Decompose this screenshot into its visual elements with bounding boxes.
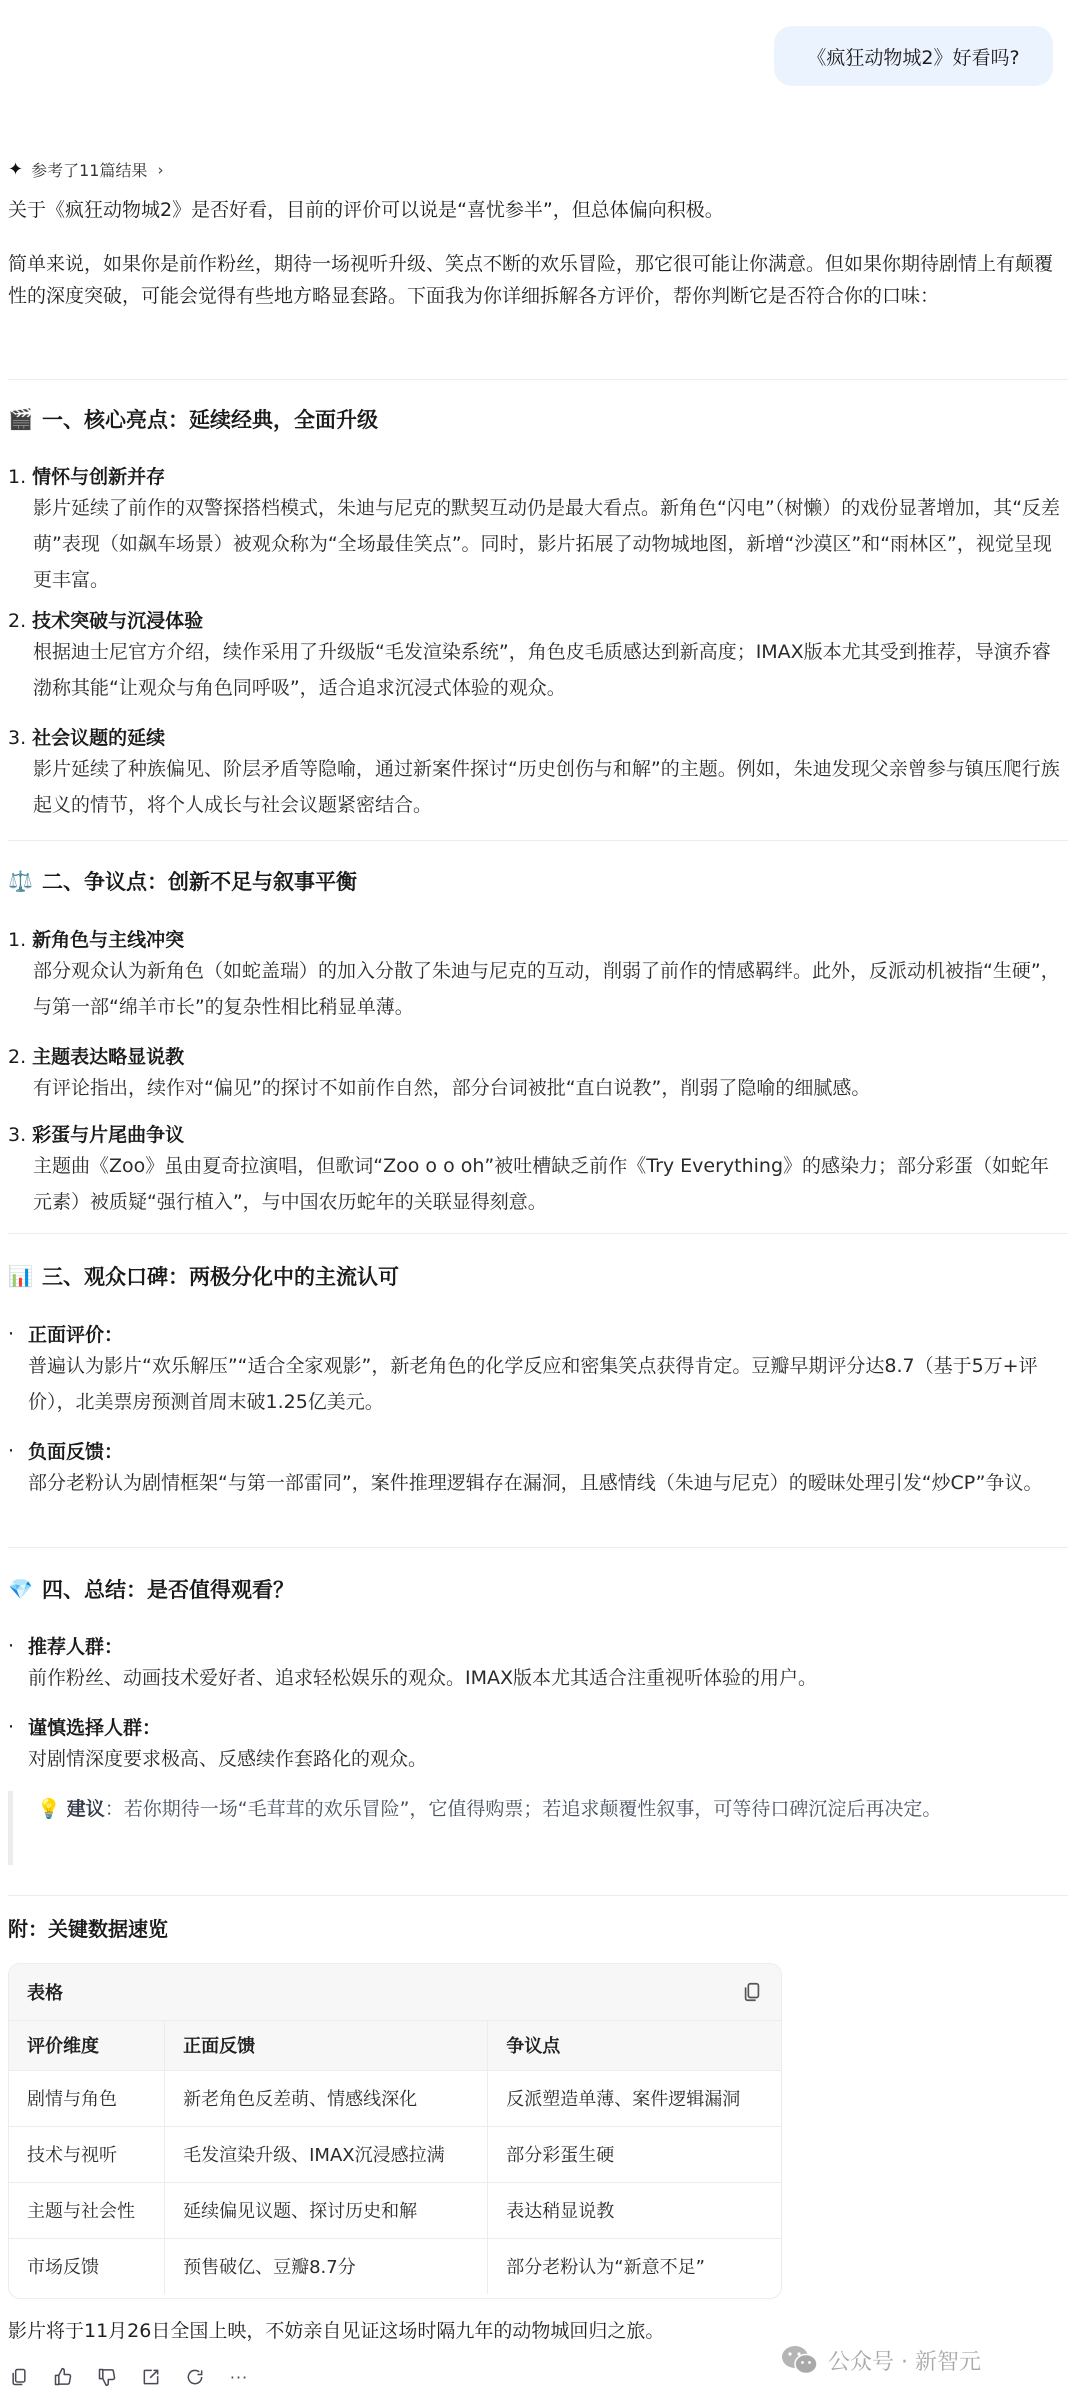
list-item-body: 影片延续了前作的双警探搭档模式，朱迪与尼克的默契互动仍是最大看点。新角色“闪电”（树懒）的戏份显著增加，其“反差萌”表现（如飙车场景）被观众称为“全场最佳笑点”。同时，影片拓展了动物城地图，新增“沙漠区”和“雨林区”，视觉呈现更丰富。 xyxy=(33,497,1061,591)
list-item-title: 2. 技术突破与沉浸体验 xyxy=(8,610,204,632)
watermark xyxy=(780,2344,981,2376)
column-header: 争议点 xyxy=(488,2021,781,2070)
bullet-body: 对剧情深度要求极高、反感续作套路化的观众。 xyxy=(28,1748,428,1770)
table-cell: 反派塑造单薄、案件逻辑漏洞 xyxy=(488,2070,781,2126)
table-cell: 部分彩蛋生硬 xyxy=(488,2126,781,2182)
message-action-bar xyxy=(8,2366,250,2388)
bullet-title: · 负面反馈： xyxy=(8,1439,124,1463)
table-cell: 预售破亿、豆瓣8.7分 xyxy=(165,2238,488,2294)
divider xyxy=(8,1547,1068,1548)
copy-icon[interactable] xyxy=(741,1981,763,2003)
bullet-body: 普遍认为影片“欢乐解压”“适合全家观影”，新老角色的化学反应和密集笑点获得肯定。豆瓣早期评分达8.7（基于5万+评价），北美票房预测首周末破1.25亿美元。 xyxy=(28,1355,1038,1413)
copy-icon xyxy=(9,2367,29,2387)
column-header: 评价维度 xyxy=(9,2021,165,2070)
references-link[interactable] xyxy=(8,158,163,181)
thumbs-up-icon xyxy=(53,2367,73,2387)
section-heading-summary xyxy=(8,1574,294,1604)
table-row xyxy=(9,2238,781,2294)
table-row xyxy=(9,2070,781,2126)
list-item-body: 有评论指出，续作对“偏见”的探讨不如前作自然，部分台词被批“直白说教”，削弱了隐喻的细腻感。 xyxy=(33,1077,871,1099)
divider xyxy=(8,379,1068,380)
user-message-bubble xyxy=(774,26,1053,86)
suggestion-text: ：若你期待一场“毛茸茸的欢乐冒险”，它值得购票；若追求颠覆性叙事，可等待口碑沉淀后再决定。 xyxy=(104,1798,942,1820)
table-cell: 新老角色反差萌、情感线深化 xyxy=(165,2070,488,2126)
section-heading-controversies xyxy=(8,866,357,896)
data-table xyxy=(9,2021,781,2294)
section-title: 一、核心亮点：延续经典，全面升级 xyxy=(42,408,378,432)
data-table-card xyxy=(8,1963,782,2299)
bullet-title: · 推荐人群： xyxy=(8,1634,124,1658)
list-item-body: 主题曲《Zoo》虽由夏奇拉演唱，但歌词“Zoo o o oh”被吐槽缺乏前作《Try Everything》的感染力；部分彩蛋（如蛇年元素）被质疑“强行植入”，与中国农历蛇年的关联显得刻意。 xyxy=(33,1155,1050,1213)
suggestion-blockquote xyxy=(8,1791,1068,1865)
table-cell: 表达稍显说教 xyxy=(488,2182,781,2238)
list-item-body: 根据迪士尼官方介绍，续作采用了升级版“毛发渲染系统”，角色皮毛质感达到新高度；IMAX版本尤其受到推荐，导演乔睿渤称其能“让观众与角色同呼吸”，适合追求沉浸式体验的观众。 xyxy=(33,641,1051,699)
sparkle-icon: ✦ xyxy=(8,159,24,180)
section-title: 四、总结：是否值得观看？ xyxy=(42,1578,294,1602)
list-item-body: 影片延续了种族偏见、阶层矛盾等隐喻，通过新案件探讨“历史创伤与和解”的主题。例如，朱迪发现父亲曾参与镇压爬行族起义的情节，将个人成长与社会议题紧密结合。 xyxy=(33,758,1060,816)
table-cell: 市场反馈 xyxy=(9,2238,165,2294)
table-cell: 技术与视听 xyxy=(9,2126,165,2182)
thumbs-down-icon xyxy=(97,2367,117,2387)
clapperboard-icon: 🎬 xyxy=(8,407,33,431)
divider xyxy=(8,840,1068,841)
references-label: 参考了11篇结果 xyxy=(31,161,148,180)
bar-chart-icon: 📊 xyxy=(8,1264,33,1288)
table-cell: 主题与社会性 xyxy=(9,2182,165,2238)
wechat-icon xyxy=(780,2344,820,2376)
list-item-title: 2. 主题表达略显说教 xyxy=(8,1046,185,1068)
divider xyxy=(8,1895,1068,1896)
section-heading-audience xyxy=(8,1261,399,1291)
watermark-text: 公众号 · 新智元 xyxy=(828,2349,981,2375)
more-button[interactable] xyxy=(228,2366,250,2388)
balance-scale-icon: ⚖️ xyxy=(8,869,33,893)
intro-paragraph-2: 简单来说，如果你是前作粉丝，期待一场视听升级、笑点不断的欢乐冒险，那它很可能让你满意。但如果你期待剧情上有颠覆性的深度突破，可能会觉得有些地方略显套路。下面我为你详细拆解各方评价，帮你判断它是否符合你的口味： xyxy=(8,253,1054,307)
bullet-body: 前作粉丝、动画技术爱好者、追求轻松娱乐的观众。IMAX版本尤其适合注重视听体验的用户。 xyxy=(28,1667,818,1689)
table-caption-bar xyxy=(9,1964,781,2021)
table-caption: 表格 xyxy=(27,1983,63,2004)
closing-paragraph: 影片将于11月26日全国上映，不妨亲自见证这场时隔九年的动物城回归之旅。 xyxy=(8,2320,665,2342)
list-item-title: 3. 社会议题的延续 xyxy=(8,727,166,749)
intro-paragraph-1: 关于《疯狂动物城2》是否好看，目前的评价可以说是“喜忧参半”，但总体偏向积极。 xyxy=(8,199,724,221)
gem-icon: 💎 xyxy=(8,1577,33,1601)
table-cell: 部分老粉认为“新意不足” xyxy=(506,2257,705,2279)
table-row xyxy=(9,2126,781,2182)
table-cell: 延续偏见议题、探讨历史和解 xyxy=(165,2182,488,2238)
divider xyxy=(8,1233,1068,1234)
refresh-icon xyxy=(185,2367,205,2387)
share-icon xyxy=(141,2367,161,2387)
list-item-title: 1. 新角色与主线冲突 xyxy=(8,929,185,951)
thumbs-up-button[interactable] xyxy=(52,2366,74,2388)
section-title: 二、争议点：创新不足与叙事平衡 xyxy=(42,870,357,894)
table-row xyxy=(9,2182,781,2238)
column-header: 正面反馈 xyxy=(165,2021,488,2070)
lightbulb-icon: 💡 xyxy=(37,1798,61,1820)
chevron-right-icon: › xyxy=(157,160,164,179)
table-cell: 毛发渲染升级、IMAX沉浸感拉满 xyxy=(165,2126,488,2182)
copy-button[interactable] xyxy=(8,2366,30,2388)
bullet-title: · 正面评价： xyxy=(8,1322,124,1346)
suggestion-label: 建议 xyxy=(66,1798,105,1820)
more-icon: ··· xyxy=(229,2367,249,2387)
table-cell: 剧情与角色 xyxy=(9,2070,165,2126)
bullet-title: · 谨慎选择人群： xyxy=(8,1715,162,1739)
section-title: 三、观众口碑：两极分化中的主流认可 xyxy=(42,1265,399,1289)
list-item-title: 3. 彩蛋与片尾曲争议 xyxy=(8,1124,185,1146)
list-item-title: 1. 情怀与创新并存 xyxy=(8,466,166,488)
list-item-body: 部分观众认为新角色（如蛇盖瑞）的加入分散了朱迪与尼克的互动，削弱了前作的情感羁绊。此外，反派动机被指“生硬”，与第一部“绵羊市长”的复杂性相比稍显单薄。 xyxy=(33,960,1060,1018)
section-heading-highlights xyxy=(8,404,378,434)
appendix-title: 附：关键数据速览 xyxy=(8,1917,168,1941)
table-header-row xyxy=(9,2021,781,2070)
bullet-body: 部分老粉认为剧情框架“与第一部雷同”，案件推理逻辑存在漏洞，且感情线（朱迪与尼克）的暧昧处理引发“炒CP”争议。 xyxy=(28,1472,1043,1494)
share-button[interactable] xyxy=(140,2366,162,2388)
user-message-text: 《疯狂动物城2》好看吗? xyxy=(807,46,1020,69)
regenerate-button[interactable] xyxy=(184,2366,206,2388)
thumbs-down-button[interactable] xyxy=(96,2366,118,2388)
